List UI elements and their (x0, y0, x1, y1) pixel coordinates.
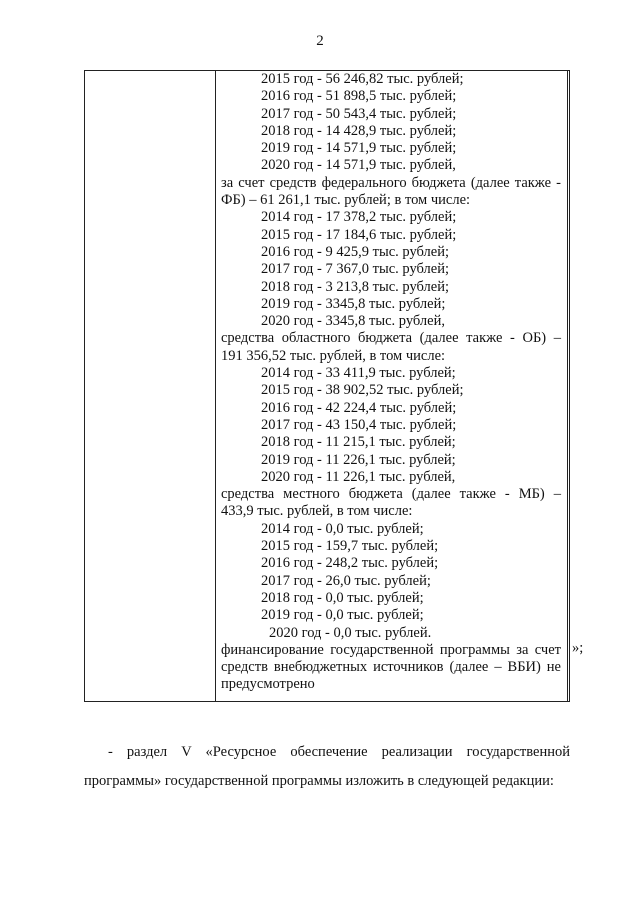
funding-line: 2017 год - 43 150,4 тыс. рублей; (261, 416, 457, 433)
instruction-line: программы» государственной программы изложить в следующей редакции: (84, 773, 554, 789)
funding-line: средства областного бюджета (далее также - ОБ) – (221, 330, 561, 347)
funding-line: 2015 год - 56 246,82 тыс. рублей; (261, 71, 464, 87)
funding-line: 2017 год - 26,0 тыс. рублей; (261, 572, 431, 589)
column-divider (215, 71, 216, 701)
funding-line: 2018 год - 14 428,9 тыс. рублей; (261, 122, 457, 139)
funding-line: средств внебюджетных источников (далее – ВБИ) не (221, 659, 561, 676)
funding-line: финансирование государственной программы за счет (221, 641, 561, 658)
instruction-line: - раздел V «Ресурсное обеспечение реализации государственной (108, 744, 570, 760)
funding-line: 2018 год - 3 213,8 тыс. рублей; (261, 278, 449, 295)
funding-line: 2016 год - 248,2 тыс. рублей; (261, 555, 439, 572)
funding-line: за счет средств федерального бюджета (далее также - (221, 174, 561, 191)
funding-line: 2015 год - 159,7 тыс. рублей; (261, 538, 439, 555)
inner-border (567, 71, 568, 701)
funding-line: 2016 год - 9 425,9 тыс. рублей; (261, 243, 449, 260)
funding-line: 2020 год - 11 226,1 тыс. рублей, (261, 468, 456, 485)
funding-line: 2019 год - 14 571,9 тыс. рублей; (261, 140, 457, 157)
budget-table (84, 70, 570, 702)
funding-cell (221, 71, 561, 694)
funding-line: 2020 год - 0,0 тыс. рублей. (269, 624, 432, 641)
page-number: 2 (316, 33, 324, 49)
funding-line: 191 356,52 тыс. рублей, в том числе: (221, 347, 446, 364)
funding-line: средства местного бюджета (далее также - МБ) – (221, 486, 561, 503)
instruction-paragraph (84, 738, 570, 796)
funding-line: 2019 год - 0,0 тыс. рублей; (261, 607, 424, 624)
funding-line: 2014 год - 33 411,9 тыс. рублей; (261, 365, 456, 382)
funding-line: 2015 год - 38 902,52 тыс. рублей; (261, 382, 464, 399)
funding-line: 433,9 тыс. рублей, в том числе: (221, 503, 413, 520)
funding-line: предусмотрено (221, 676, 315, 693)
funding-line: 2017 год - 7 367,0 тыс. рублей; (261, 261, 449, 278)
funding-line: 2020 год - 14 571,9 тыс. рублей, (261, 157, 456, 174)
funding-line: 2017 год - 50 543,4 тыс. рублей; (261, 105, 457, 122)
funding-line: ФБ) – 61 261,1 тыс. рублей; в том числе: (221, 192, 471, 209)
funding-line: 2014 год - 0,0 тыс. рублей; (261, 520, 424, 537)
funding-line: 2018 год - 0,0 тыс. рублей; (261, 589, 424, 606)
funding-line: 2016 год - 42 224,4 тыс. рублей; (261, 399, 457, 416)
funding-line: 2018 год - 11 215,1 тыс. рублей; (261, 434, 456, 451)
funding-line: 2015 год - 17 184,6 тыс. рублей; (261, 226, 457, 243)
funding-line: 2020 год - 3345,8 тыс. рублей, (261, 313, 445, 330)
funding-line: 2016 год - 51 898,5 тыс. рублей; (261, 88, 457, 105)
closing-quote: »; (572, 640, 584, 656)
funding-line: 2019 год - 3345,8 тыс. рублей; (261, 295, 446, 312)
funding-line: 2014 год - 17 378,2 тыс. рублей; (261, 209, 457, 226)
funding-line: 2019 год - 11 226,1 тыс. рублей; (261, 451, 456, 468)
